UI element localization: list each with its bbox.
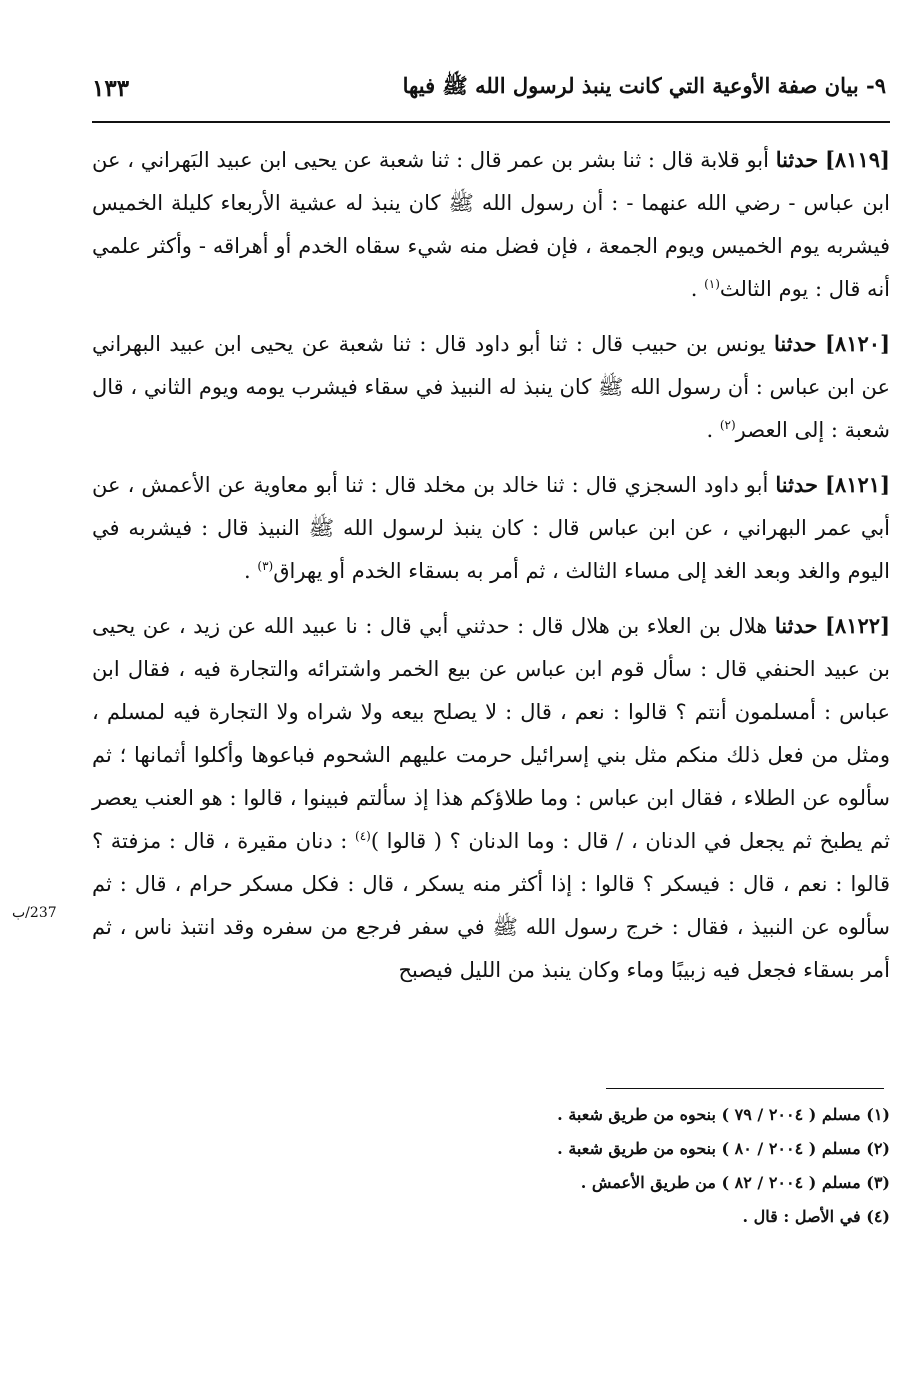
hadith-tail: .	[244, 559, 258, 583]
hadith-tail: .	[706, 418, 720, 442]
footnotes	[390, 1098, 890, 1234]
hadith-verb: حدثنا	[774, 613, 818, 638]
header-rule	[92, 121, 890, 123]
running-title: ٩- بيان صفة الأوعية التي كانت ينبذ لرسول الله ﷺ فيها	[402, 72, 886, 98]
hadith-paragraph	[92, 463, 890, 593]
footnote-ref: (٣)	[257, 559, 274, 573]
hadith-verb: حدثنا	[774, 331, 817, 356]
footnote: (١) مسلم ( ٢٠٠٤ / ٧٩ ) بنحوه من طريق شعبة .	[557, 1105, 890, 1124]
hadith-number: [٨١٢١]	[825, 472, 890, 497]
hadith-tail: .	[690, 277, 705, 301]
footnote-ref: (٢)	[719, 418, 736, 432]
main-text	[92, 138, 890, 1003]
footnote-ref: (٤)	[355, 829, 371, 843]
footnote-ref: (١)	[704, 277, 720, 291]
hadith-text: أبو داود السجزي قال : ثنا خالد بن مخلد قال : ثنا أبو معاوية عن الأعمش ، عن أبي عمر البهراني ، عن ابن عباس قال : كان ينبذ لرسول الله ﷺ النبيذ قال : فيشربه في اليوم والغد وبعد الغد إلى مساء الثالث ، ثم أمر به بسقاء الخدم أو يهراق	[92, 473, 890, 583]
hadith-text: هلال بن العلاء بن هلال قال : حدثني أبي قال : نا عبيد الله عن زيد ، عن يحيى بن عبيد الحنفي قال : سأل قوم ابن عباس عن بيع الخمر واشترائه والتجارة فيه ، فقال ابن عباس : أمسلمون أنتم ؟ قالوا : نعم ، قال : لا يصلح بيعه ولا شراه ولا التجارة فيه لمسلم ، ومثل من فعل ذلك منكم مثل بني إسرائيل حرمت عليهم الشحوم فباعوها وأكلوا أثمانها ؛ ثم سألوه عن الطلاء ، فقال ابن عباس : وما طلاؤكم هذا إذ سألتم فبينوا ، قالوا : هو العنب يعصر ثم يطبخ ثم يجعل في الدنان ، / قال : وما الدنان ؟ ( قالوا )	[92, 614, 890, 853]
hadith-text: يونس بن حبيب قال : ثنا أبو داود قال : ثنا شعبة عن يحيى ابن عبيد البهراني عن ابن عباس : أن رسول الله ﷺ كان ينبذ له النبيذ في سقاء فيشرب يومه ويوم الثاني ، قال شعبة : إلى العصر	[92, 332, 890, 442]
page-header	[92, 66, 886, 110]
hadith-paragraph	[92, 138, 890, 311]
hadith-number: [٨١٢٢]	[825, 613, 890, 638]
hadith-verb: حدثنا	[775, 147, 819, 172]
hadith-text: أبو قلابة قال : ثنا بشر بن عمر قال : ثنا شعبة عن يحيى ابن عبيد البَهراني ، عن ابن عباس - رضي الله عنهما - : أن رسول الله ﷺ كان ينبذ له عشية الأربعاء كليلة الخميس فيشربه يوم الخميس ويوم الجمعة ، فإن فضل منه شيء سقاه الخدم أو أهراقه - وأكثر علمي أنه قال : يوم الثالث	[92, 148, 890, 301]
manuscript-folio-note: 237/ب	[12, 905, 57, 921]
footnote: (٣) مسلم ( ٢٠٠٤ / ٨٢ ) من طريق الأعمش .	[580, 1173, 890, 1192]
hadith-paragraph	[92, 604, 890, 992]
page-number: ١٣٣	[92, 74, 130, 102]
hadith-number: [٨١١٩]	[824, 147, 890, 172]
hadith-paragraph	[92, 322, 890, 452]
footnote: (٢) مسلم ( ٢٠٠٤ / ٨٠ ) بنحوه من طريق شعبة .	[557, 1139, 890, 1158]
footnote-rule	[606, 1088, 884, 1089]
hadith-number: [٨١٢٠]	[825, 331, 890, 356]
hadith-tail: : دنان مقيرة ، قال : مزفتة ؟ قالوا : نعم ، قال : فيسكر ؟ قالوا : إذا أكثر منه يسكر ، قال : فكل مسكر حرام ، قال : ثم سألوه عن النبيذ ، فقال : خرج رسول الله ﷺ في سفر فرجع من سفره وقد انتبذ ناس ، ثم أمر بسقاء فجعل فيه زبيبًا وماء وكان ينبذ من الليل فيصبح	[92, 829, 890, 982]
hadith-verb: حدثنا	[775, 472, 818, 497]
footnote: (٤) في الأصل : قال .	[742, 1207, 890, 1226]
